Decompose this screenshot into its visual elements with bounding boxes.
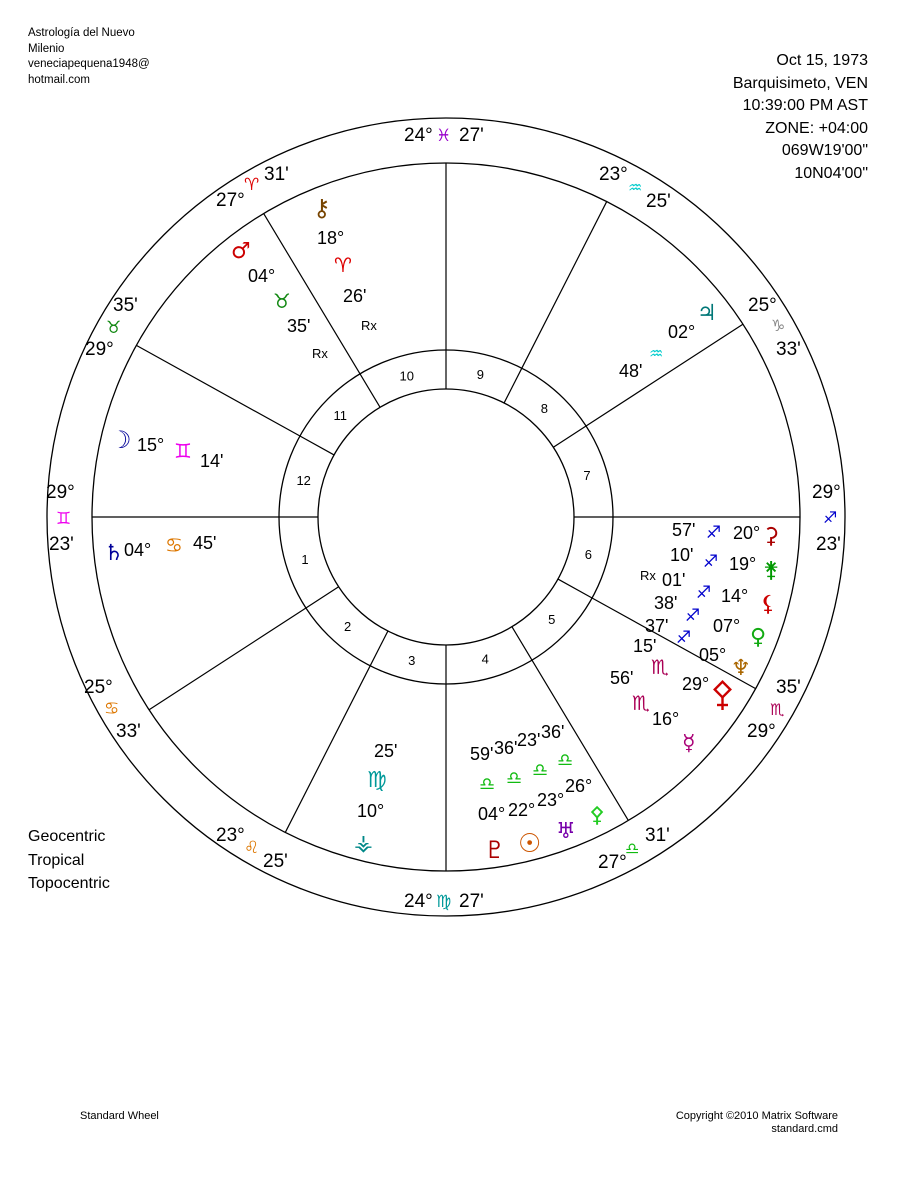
setting-topocentric: Topocentric xyxy=(28,875,110,892)
cusp-min: 23' xyxy=(816,534,841,555)
planet-min: 59' xyxy=(470,744,494,764)
planet-deg: 04° xyxy=(478,804,506,824)
cusp-line-9 xyxy=(522,202,607,369)
pluto-icon: ♇ xyxy=(484,836,506,864)
north-node-icon xyxy=(715,682,731,710)
cusp-min: 25' xyxy=(263,851,288,872)
planet-min: 36' xyxy=(494,738,518,758)
cusp-deg: 23° xyxy=(599,164,628,185)
cusp-deg: 25° xyxy=(84,677,113,698)
libra-icon: ♎ xyxy=(625,839,640,858)
chiron-icon: ⚷ xyxy=(313,194,331,222)
planet-min: 01' xyxy=(662,570,686,590)
author-line: Milenio xyxy=(28,42,65,55)
gemini-icon: ♊ xyxy=(56,509,72,529)
moon-icon: ☽ xyxy=(110,426,132,454)
house-number-9: 9 xyxy=(476,367,484,383)
libra-icon: ♎ xyxy=(532,760,549,781)
libra-icon: ♎ xyxy=(479,774,496,795)
house-number-4: 4 xyxy=(481,651,489,667)
cusp-line-8 xyxy=(586,324,743,426)
saturn-icon: ♄ xyxy=(104,541,124,566)
author-line: veneciapequena1948@ xyxy=(28,58,150,70)
cusp-min: 25' xyxy=(646,191,671,212)
retrograde-mark: Rx xyxy=(640,568,656,583)
planet-min: 56' xyxy=(610,668,634,688)
cusp-divider-11 xyxy=(360,374,380,407)
cancer-icon: ♋ xyxy=(104,699,120,719)
house-number-2: 2 xyxy=(344,619,352,635)
pisces-icon: ♓ xyxy=(436,126,452,146)
cusp-label-11 xyxy=(216,164,289,211)
cusp-min: 33' xyxy=(776,339,801,360)
planet-deg: 23° xyxy=(537,790,565,810)
aries-icon: ♈ xyxy=(244,175,260,195)
planet-min: 38' xyxy=(654,593,678,613)
cusp-divider-8 xyxy=(553,426,586,447)
cusp-min: 31' xyxy=(264,164,289,185)
house-number-8: 8 xyxy=(540,400,548,416)
planet-deg: 14° xyxy=(721,586,749,606)
taurus-icon: ♉ xyxy=(273,289,291,313)
house-number-7: 7 xyxy=(583,468,591,484)
house-number-5: 5 xyxy=(548,612,556,628)
house-number-12: 12 xyxy=(296,473,311,489)
chart-place: Barquisimeto, VEN xyxy=(732,74,868,92)
mercury-icon: ☿ xyxy=(682,731,696,756)
planet-deg: 19° xyxy=(729,554,757,574)
cusp-divider-3 xyxy=(370,631,388,666)
planet-min: 25' xyxy=(374,741,398,761)
footer-wheel-type: Standard Wheel xyxy=(80,1110,159,1122)
planet-jupiter xyxy=(619,301,717,381)
cusp-deg: 27° xyxy=(598,852,627,873)
cusp-deg: 29° xyxy=(747,721,776,742)
virgo-icon: ♍ xyxy=(367,768,387,793)
planet-min: 45' xyxy=(193,533,217,553)
planet-deg: 07° xyxy=(713,616,741,636)
scorpio-icon: ♏ xyxy=(632,691,650,715)
gemini-icon: ♊ xyxy=(174,439,192,463)
cusp-deg: 29° xyxy=(46,482,75,503)
planet-min: 57' xyxy=(672,520,696,540)
leo-icon: ♌ xyxy=(244,838,260,858)
house-number-10: 10 xyxy=(399,368,414,384)
uranus-icon: ♅ xyxy=(556,819,576,844)
cusp-label-1 xyxy=(46,482,75,555)
setting-tropical: Tropical xyxy=(28,851,85,869)
chart-zone: ZONE: +04:00 xyxy=(765,119,868,137)
cusp-min: 35' xyxy=(776,677,801,698)
planet-deg: 10° xyxy=(357,801,385,821)
cusp-label-7 xyxy=(812,482,841,555)
planet-min: 15' xyxy=(633,636,657,656)
number-ring-outer xyxy=(279,350,613,684)
cusp-label-12 xyxy=(85,295,138,360)
ceres-icon: ⚳ xyxy=(763,524,780,549)
cusp-label-6 xyxy=(747,677,801,742)
planet-moon xyxy=(110,426,223,471)
chart-date: Oct 15, 1973 xyxy=(776,52,868,69)
taurus-icon: ♉ xyxy=(106,318,122,338)
planet-min: 48' xyxy=(619,361,643,381)
libra-icon: ♎ xyxy=(557,750,574,771)
house-number-11: 11 xyxy=(333,407,348,423)
planet-min: 35' xyxy=(287,316,311,336)
cusp-label-10 xyxy=(404,125,484,146)
pallas-icon: ⚴ xyxy=(589,803,606,828)
house-numbers xyxy=(296,367,591,668)
planet-deg: 04° xyxy=(248,266,276,286)
planet-pallas xyxy=(541,722,605,828)
jupiter-icon: ♃ xyxy=(697,301,717,326)
aquarius-icon: ♒ xyxy=(649,344,664,363)
cusp-deg: 24° xyxy=(404,891,433,912)
cusp-deg: 25° xyxy=(748,295,777,316)
sagittarius-icon: ♐ xyxy=(676,628,692,648)
cusp-min: 31' xyxy=(645,825,670,846)
retrograde-mark: Rx xyxy=(312,346,328,361)
venus-icon: ♀ xyxy=(750,625,767,650)
cusp-min: 35' xyxy=(113,295,138,316)
cusp-line-2 xyxy=(149,608,306,710)
mars-icon: ♂ xyxy=(231,239,251,264)
capricorn-icon: ♑ xyxy=(771,316,786,335)
planet-deg: 02° xyxy=(668,322,696,342)
planet-deg: 04° xyxy=(124,540,152,560)
cusp-deg: 29° xyxy=(812,482,841,503)
cusp-min: 23' xyxy=(49,534,74,555)
cusp-label-2 xyxy=(84,677,141,742)
cusp-min: 33' xyxy=(116,721,141,742)
planet-mars xyxy=(231,239,328,361)
cusp-divider-9 xyxy=(504,368,522,403)
sagittarius-icon: ♐ xyxy=(696,583,712,603)
author-line: hotmail.com xyxy=(28,73,90,86)
cusp-deg: 27° xyxy=(216,190,245,211)
sagittarius-icon: ♐ xyxy=(823,508,838,527)
planet-vesta xyxy=(354,741,397,856)
libra-icon: ♎ xyxy=(506,768,523,789)
retrograde-mark: Rx xyxy=(361,318,377,333)
neptune-icon: ♆ xyxy=(731,656,751,681)
aries-icon: ♈ xyxy=(334,253,352,277)
planet-deg: 18° xyxy=(317,228,345,248)
planet-deg: 22° xyxy=(508,800,536,820)
planet-deg: 16° xyxy=(652,709,680,729)
juno-icon: ⚵ xyxy=(763,558,780,583)
author-line: Astrología del Nuevo xyxy=(28,27,135,39)
planet-deg: 20° xyxy=(733,523,761,543)
planet-deg: 26° xyxy=(565,776,593,796)
copyright-text: Copyright ©2010 Matrix Software xyxy=(675,1110,838,1122)
cusp-label-4 xyxy=(404,891,484,912)
house-number-6: 6 xyxy=(584,546,592,562)
planet-pluto xyxy=(470,744,506,864)
planet-deg: 29° xyxy=(682,674,710,694)
cusp-divider-6 xyxy=(558,579,592,598)
cusp-line-12 xyxy=(136,345,300,436)
planet-min: 26' xyxy=(343,286,367,306)
virgo-icon: ♍ xyxy=(436,892,452,912)
cusp-deg: 24° xyxy=(404,125,433,146)
number-ring-inner xyxy=(318,389,574,645)
planet-min: 10' xyxy=(670,545,694,565)
cusp-divider-2 xyxy=(306,587,339,608)
cusp-deg: 29° xyxy=(85,339,114,360)
chart-time: 10:39:00 PM AST xyxy=(742,97,868,114)
cancer-icon: ♋ xyxy=(165,533,183,557)
house-number-3: 3 xyxy=(408,652,416,668)
scorpio-icon: ♏ xyxy=(770,700,785,719)
sagittarius-icon: ♐ xyxy=(703,552,719,572)
cusp-label-5 xyxy=(598,825,670,873)
vesta-icon: ⚶ xyxy=(354,831,373,856)
planet-min: 37' xyxy=(645,616,669,636)
cusp-label-9 xyxy=(599,164,671,212)
scorpio-icon: ♏ xyxy=(651,655,669,679)
aquarius-icon: ♒ xyxy=(628,178,643,197)
chart-latitude: 10N04'00" xyxy=(794,164,868,182)
cusp-min: 27' xyxy=(459,891,484,912)
planet-saturn xyxy=(104,533,216,566)
lilith-icon: ⚸ xyxy=(760,592,777,617)
house-number-1: 1 xyxy=(301,551,309,567)
sun-icon: ☉ xyxy=(518,829,542,859)
planet-min: 14' xyxy=(200,451,224,471)
chart-longitude: 069W19'00" xyxy=(781,142,868,159)
planet-min: 23' xyxy=(517,730,541,750)
setting-geocentric: Geocentric xyxy=(28,828,106,845)
planet-deg: 15° xyxy=(137,435,165,455)
planet-juno xyxy=(670,545,779,583)
sagittarius-icon: ♐ xyxy=(706,523,722,543)
house-cusp-lines xyxy=(92,163,800,871)
command-file: standard.cmd xyxy=(771,1123,838,1135)
cusp-label-8 xyxy=(748,295,801,360)
cusp-divider-12 xyxy=(300,436,334,455)
cusp-min: 27' xyxy=(459,125,484,146)
cusp-deg: 23° xyxy=(216,825,245,846)
planet-deg: 05° xyxy=(699,645,727,665)
planet-min: 36' xyxy=(541,722,565,742)
sagittarius-icon: ♐ xyxy=(685,606,701,626)
cusp-divider-5 xyxy=(512,627,532,660)
